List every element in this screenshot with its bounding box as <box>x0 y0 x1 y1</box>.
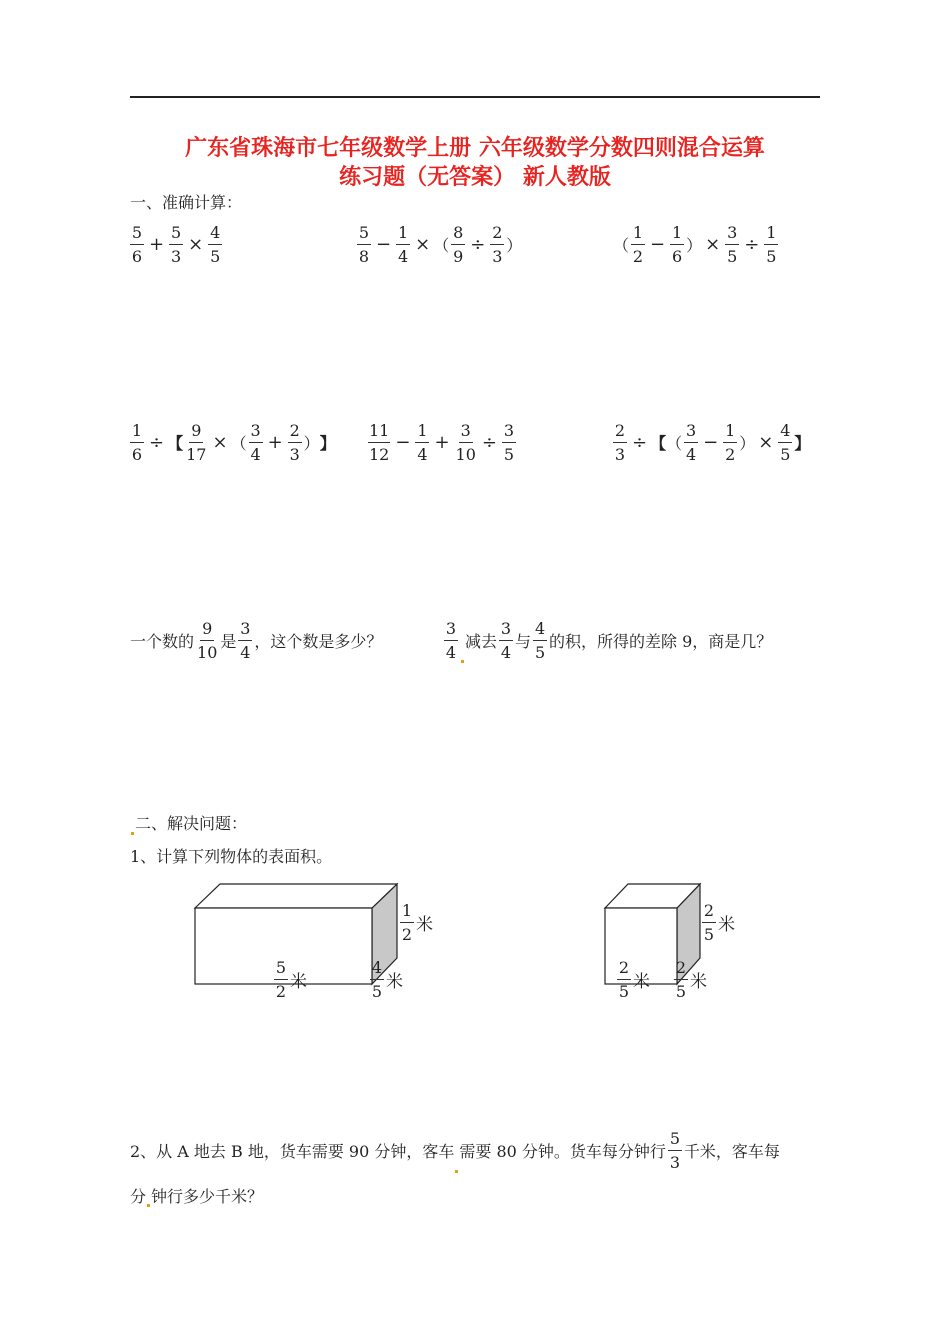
left-paren: （ <box>613 236 630 255</box>
fraction: $\frac{2}{3}$ <box>492 223 503 266</box>
mark-dot <box>455 1170 458 1173</box>
q2-text-d: 分 <box>130 1187 147 1206</box>
plus-sign: + <box>267 432 283 453</box>
fraction: $\frac{1}{6}$ <box>672 223 683 266</box>
times-sign: × <box>705 234 721 255</box>
times-sign: × <box>758 432 774 453</box>
right-bracket: 】 <box>319 434 336 453</box>
right-paren: ） <box>686 236 703 255</box>
fraction: $\frac{1}{2}$ <box>725 421 736 464</box>
section2-heading-row <box>130 813 247 835</box>
right-paren: ） <box>739 434 756 453</box>
fraction: $\frac{3}{4}$ <box>250 421 261 464</box>
page-title-line2: 练习题（无答案） 新人教版 <box>339 164 611 190</box>
fraction: $\frac{4}{5}$ <box>534 619 546 662</box>
fraction: $\frac{3}{4}$ <box>500 619 512 662</box>
cuboid-top-face <box>195 884 397 908</box>
fraction: $\frac{3}{4}$ <box>686 421 697 464</box>
top-rule <box>130 96 820 98</box>
times-sign: × <box>415 234 431 255</box>
fraction: $\frac{5}{3}$ <box>171 223 182 266</box>
q2-line2 <box>130 1184 263 1207</box>
times-sign: × <box>212 432 228 453</box>
divide-sign: ÷ <box>632 432 648 453</box>
fraction: $\frac{1}{2}$ <box>632 223 644 266</box>
fraction: $\frac{3}{4}$ <box>240 619 251 662</box>
times-sign: × <box>188 234 204 255</box>
expr-3 <box>613 222 780 267</box>
cube-width-label: $\frac{2}{5}$ 米 <box>675 958 707 1001</box>
word-problem-2 <box>442 618 772 663</box>
left-bracket: 【 <box>167 434 184 453</box>
section1-heading: 一、准确计算： <box>130 193 243 212</box>
fraction: $\frac{9}{10}$ <box>197 619 218 662</box>
fraction: $\frac{3}{4}$ <box>445 619 457 662</box>
word2-text-b: 与 <box>515 632 532 651</box>
mark-dot <box>131 832 134 835</box>
word1-text-b: 是 <box>220 632 237 651</box>
section2-heading: 二、解决问题： <box>135 814 248 833</box>
left-paren: （ <box>666 434 683 453</box>
expr-4 <box>128 420 336 465</box>
fraction: $\frac{3}{10}$ <box>455 421 476 464</box>
word2-text-a: 减去 <box>465 632 498 651</box>
fraction: $\frac{4}{5}$ <box>780 421 791 464</box>
right-paren: ） <box>303 434 320 453</box>
fraction: $\frac{2}{3}$ <box>614 421 626 464</box>
left-paren: （ <box>230 434 247 453</box>
fraction: $\frac{2}{3}$ <box>289 421 300 464</box>
cuboid-length-label: $\frac{5}{2}$ 米 <box>275 958 307 1001</box>
divide-sign: ÷ <box>149 432 165 453</box>
cuboid-width-label: $\frac{4}{5}$ 米 <box>371 958 403 1001</box>
fraction: $\frac{11}{12}$ <box>369 421 390 464</box>
fraction: $\frac{5}{3}$ <box>669 1129 681 1172</box>
divide-sign: ÷ <box>744 234 760 255</box>
fraction: $\frac{5}{8}$ <box>358 223 370 266</box>
divide-sign: ÷ <box>481 432 497 453</box>
plus-sign: + <box>149 234 165 255</box>
page-title-line1: 广东省珠海市七年级数学上册 六年级数学分数四则混合运算 <box>185 135 765 161</box>
minus-sign: − <box>376 234 392 255</box>
divide-sign: ÷ <box>470 234 486 255</box>
cuboid-height-label: $\frac{1}{2}$ 米 <box>401 901 433 944</box>
q2-line1 <box>130 1128 780 1173</box>
q2-text-c: 千米，客车每 <box>683 1142 780 1161</box>
mark-dot <box>461 660 464 663</box>
plus-sign: + <box>434 432 450 453</box>
word2-text-c: 的积，所得的差除 9，商是几？ <box>549 632 773 651</box>
q2-text-a: 2、从 A 地去 B 地，货车需要 90 分钟，客车 <box>130 1142 455 1161</box>
word1-text-a: 一个数的 <box>130 632 195 651</box>
cube-height-label: $\frac{2}{5}$ 米 <box>703 901 735 944</box>
word-problem-1 <box>130 618 382 663</box>
right-bracket: 】 <box>794 434 811 453</box>
minus-sign: − <box>650 234 666 255</box>
fraction: $\frac{3}{5}$ <box>503 421 515 464</box>
fraction: $\frac{1}{4}$ <box>398 223 409 266</box>
q2-text-e: 钟行多少千米？ <box>151 1187 264 1206</box>
word1-text-c: ，这个数是多少？ <box>254 632 383 651</box>
q1-text: 1、计算下列物体的表面积。 <box>130 847 333 866</box>
fraction: $\frac{1}{6}$ <box>131 421 143 464</box>
cube-length-label: $\frac{2}{5}$ 米 <box>618 958 650 1001</box>
fraction: $\frac{8}{9}$ <box>453 223 464 266</box>
minus-sign: − <box>395 432 411 453</box>
fraction: $\frac{5}{6}$ <box>131 223 143 266</box>
left-bracket: 【 <box>650 434 667 453</box>
expr-6 <box>611 420 810 465</box>
fraction: $\frac{1}{4}$ <box>417 421 428 464</box>
expr-5 <box>366 420 518 465</box>
q2-text-b: 需要 80 分钟。货车每分钟行 <box>459 1142 666 1161</box>
fraction: $\frac{4}{5}$ <box>210 223 221 266</box>
expr-2 <box>355 222 522 267</box>
left-paren: （ <box>433 236 450 255</box>
minus-sign: − <box>703 432 719 453</box>
right-paren: ） <box>506 236 523 255</box>
fraction: $\frac{1}{5}$ <box>766 223 777 266</box>
fraction: $\frac{3}{5}$ <box>727 223 738 266</box>
expr-1 <box>128 222 224 267</box>
fraction: $\frac{9}{17}$ <box>186 421 207 464</box>
mark-dot <box>147 1204 150 1207</box>
